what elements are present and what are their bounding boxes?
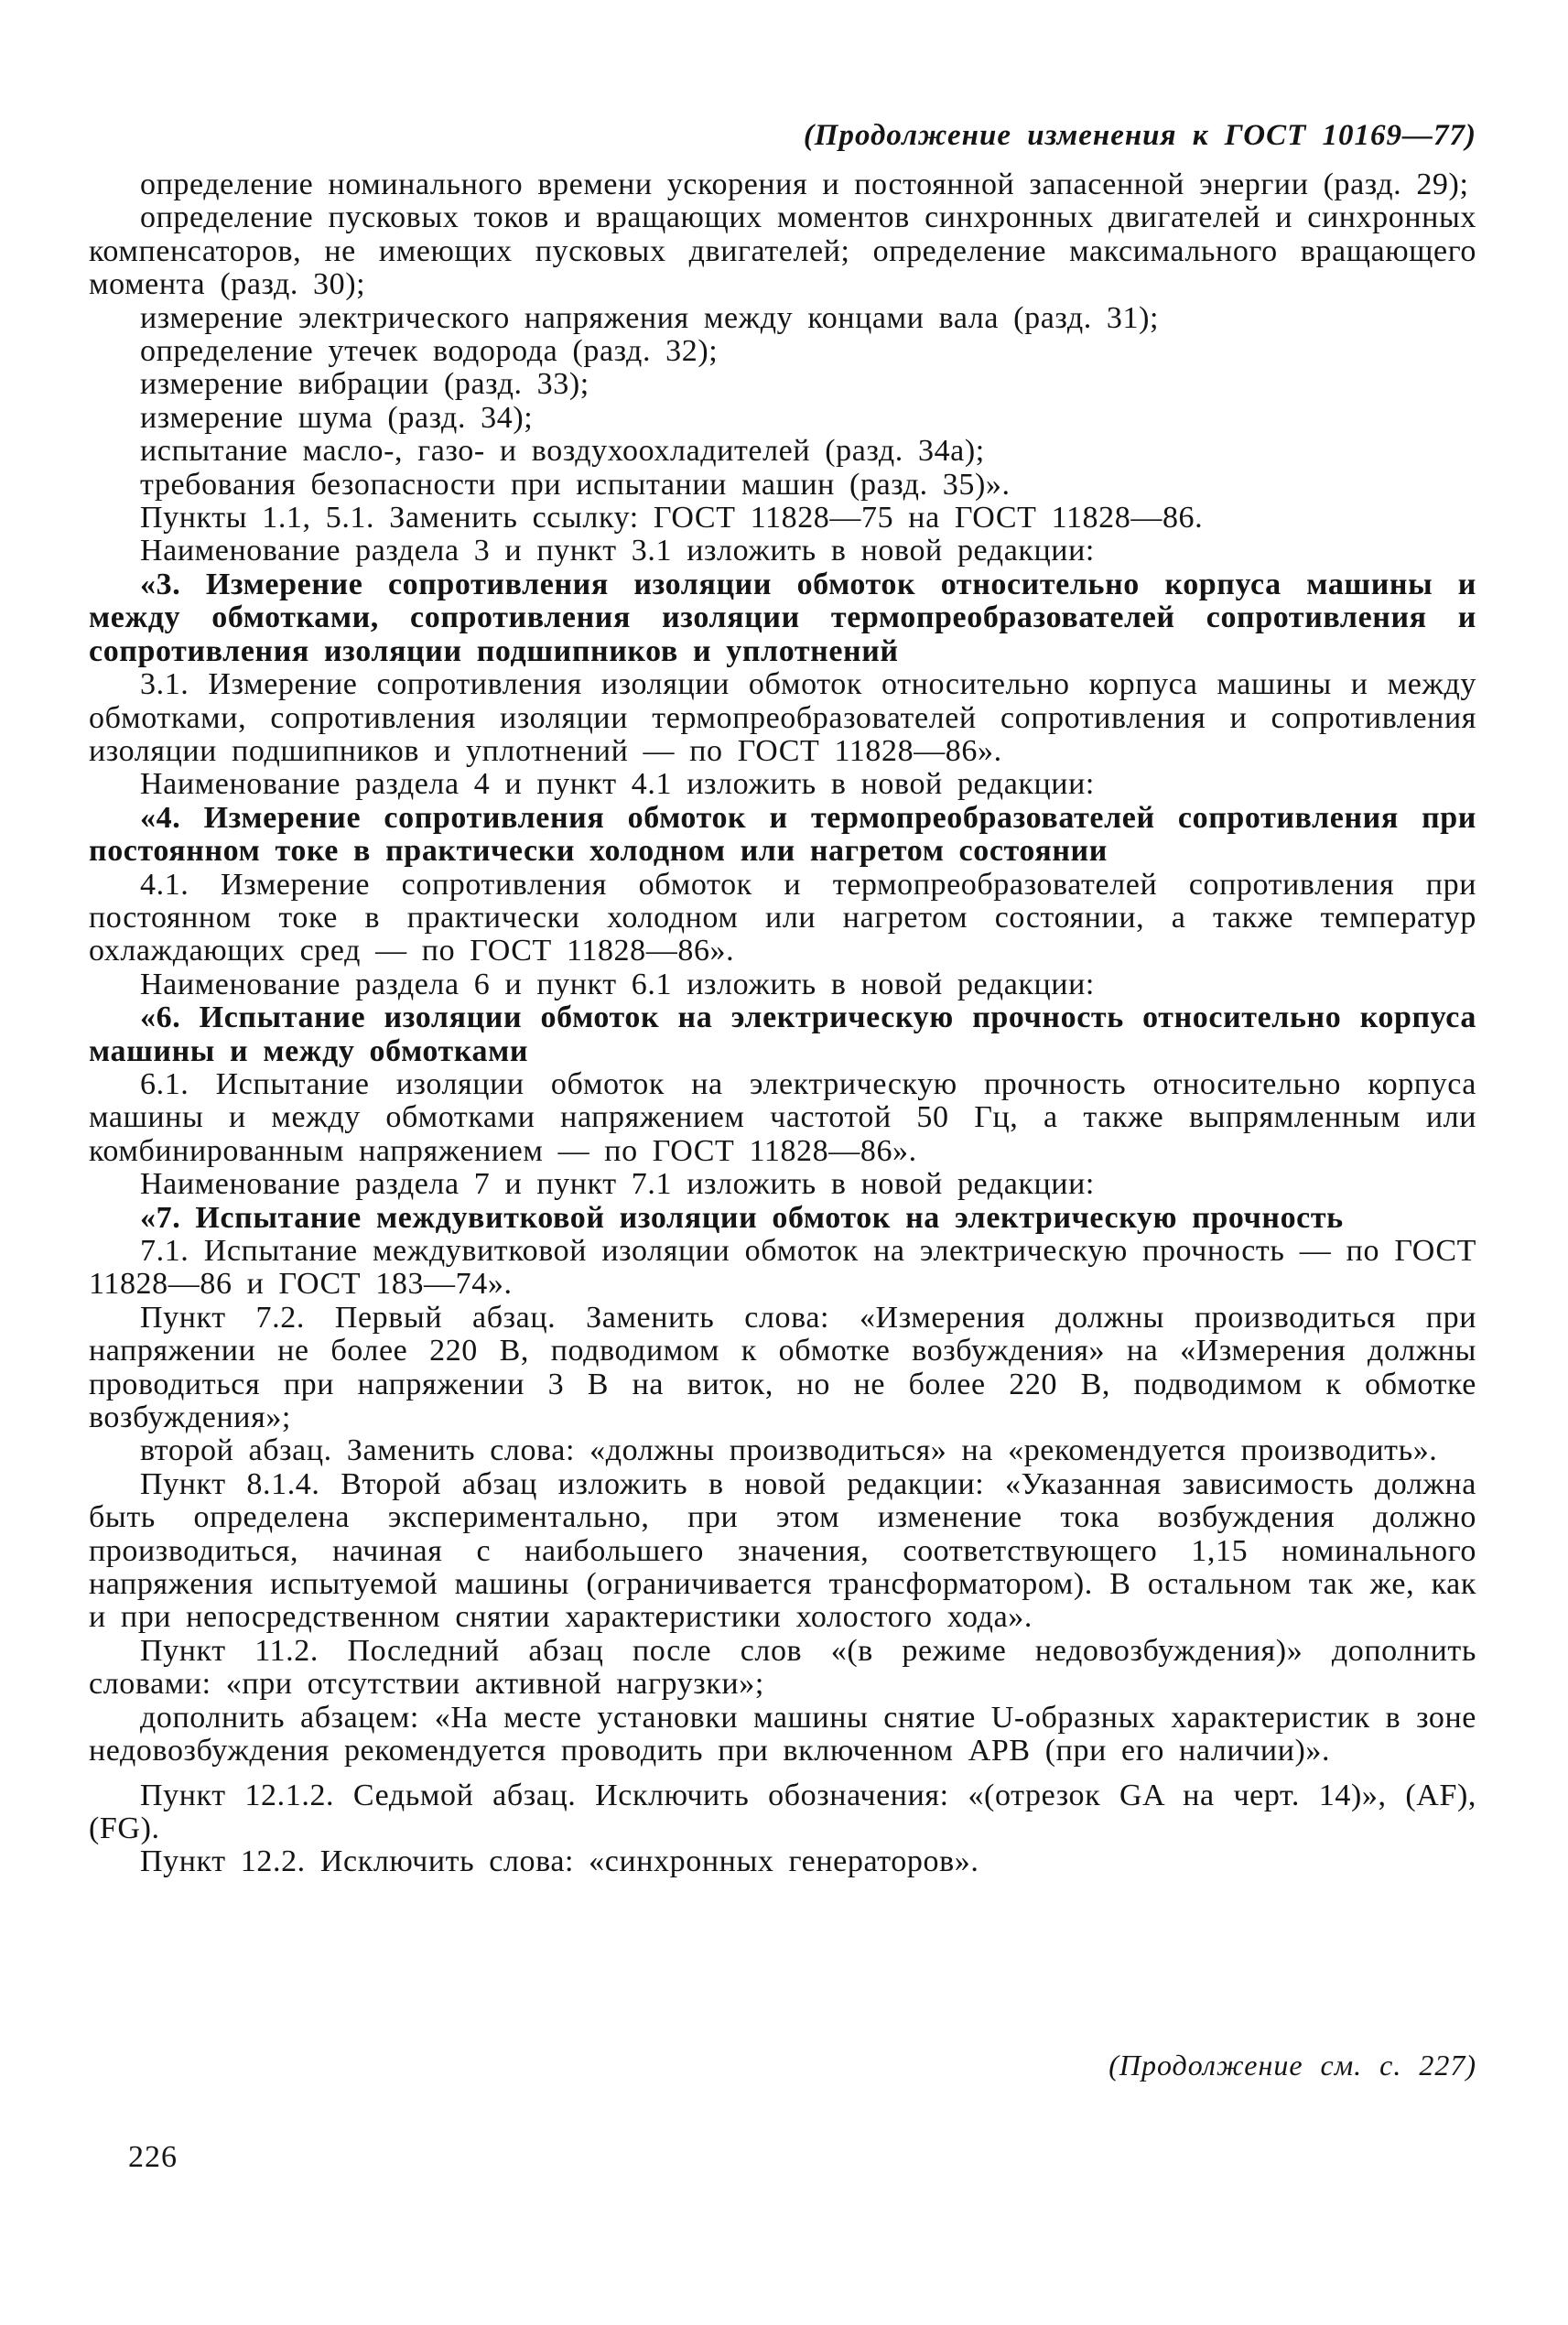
paragraph: Наименование раздела 6 и пункт 6.1 изложить в новой редакции:: [140, 967, 1095, 1001]
paragraph: «3. Измерение сопротивления изоляции обмоток относительно корпуса машины и между обмотками, сопротивления изоляции термопреобразователей сопротивления и сопротивления изоляции подшипников и уплотнений: [89, 567, 1476, 668]
paragraph: Пункт 11.2. Последний абзац после слов «(в режиме недовозбуждения)» дополнить словами: «при отсутствии активной нагрузки»;: [89, 1633, 1476, 1702]
paragraph: требования безопасности при испытании машин (разд. 35)».: [140, 467, 1011, 502]
paragraph: второй абзац. Заменить слова: «должны производиться» на «рекомендуется производить».: [140, 1433, 1438, 1468]
paragraph: Наименование раздела 3 и пункт 3.1 изложить в новой редакции:: [140, 534, 1095, 568]
paragraph: Наименование раздела 7 и пункт 7.1 изложить в новой редакции:: [140, 1167, 1095, 1202]
paragraph: Пункт 12.1.2. Седьмой абзац. Исключить обозначения: «(отрезок GA на черт. 14)», (AF), (FG).: [89, 1778, 1476, 1845]
paragraph: Пункт 8.1.4. Второй абзац изложить в новой редакции: «Указанная зависимость должна быть определена экспериментально, при этом изменение тока возбуждения должно производиться, начиная с наибольшего значения, соответствующего 1,15 номинального напряжения испытуемой машины (ограничивается трансформатором). В остальном так же, как и при непосредственном снятии характеристики холостого хода».: [89, 1466, 1476, 1635]
continuation-footer: (Продолжение см. с. 227): [1108, 2049, 1476, 2082]
paragraph: определение номинального времени ускорения и постоянной запасенной энергии (разд. 29);: [140, 168, 1469, 201]
continuation-header: (Продолжение изменения к ГОСТ 10169—77): [803, 119, 1476, 152]
paragraph: испытание масло-, газо- и воздухоохладителей (разд. 34а);: [140, 434, 985, 469]
paragraph: измерение вибрации (разд. 33);: [140, 367, 589, 402]
paragraph: «4. Измерение сопротивления обмоток и термопреобразователей сопротивления при постоянном токе в практически холодном или нагретом состоянии: [89, 800, 1476, 869]
paragraph: определение пусковых токов и вращающих моментов синхронных двигателей и синхронных компенсаторов, не имеющих пусковых двигателей; определение максимального вращающего момента (разд. 30);: [89, 200, 1476, 302]
paragraph: «6. Испытание изоляции обмоток на электрическую прочность относительно корпуса машины и между обмотками: [89, 1000, 1476, 1068]
paragraph: измерение шума (разд. 34);: [140, 400, 534, 435]
paragraph: «7. Испытание междувитковой изоляции обмоток на электрическую прочность: [140, 1200, 1344, 1235]
paragraph: 6.1. Испытание изоляции обмоток на электрическую прочность относительно корпуса машины и между обмотками напряжением частотой 50 Гц, а также выпрямленным или комбинированным напряжением — по ГОСТ 11828—86».: [89, 1066, 1476, 1168]
page-number: 226: [128, 2140, 178, 2174]
paragraph: 7.1. Испытание междувитковой изоляции обмоток на электрическую прочность — по ГОСТ 11828—86 и ГОСТ 183—74».: [89, 1234, 1476, 1302]
paragraph: 3.1. Измерение сопротивления изоляции обмоток относительно корпуса машины и между обмотками, сопротивления изоляции термопреобразователей сопротивления и сопротивления изоляции подшипников и уплотнений — по ГОСТ 11828—86».: [89, 667, 1476, 768]
paragraph: дополнить абзацем: «На месте установки машины снятие U-образных характеристик в зоне недовозбуждения рекомендуется проводить при включенном АРВ (при его наличии)».: [89, 1700, 1476, 1768]
document-body: [89, 168, 1476, 1879]
paragraph: Пункты 1.1, 5.1. Заменить ссылку: ГОСТ 11828—75 на ГОСТ 11828—86.: [140, 501, 1204, 535]
paragraph: Пункт 12.2. Исключить слова: «синхронных генераторов».: [140, 1844, 979, 1879]
paragraph: Наименование раздела 4 и пункт 4.1 изложить в новой редакции:: [140, 767, 1095, 802]
paragraph: измерение электрического напряжения между концами вала (разд. 31);: [140, 300, 1160, 335]
paragraph: определение утечек водорода (разд. 32);: [140, 334, 719, 369]
paragraph: Пункт 7.2. Первый абзац. Заменить слова: «Измерения должны производиться при напряжении не более 220 В, подводимом к обмотке возбуждения» на «Измерения должны проводиться при напряжении 3 В на виток, но не более 220 В, подводимом к обмотке возбуждения»;: [89, 1300, 1476, 1435]
paragraph: 4.1. Измерение сопротивления обмоток и термопреобразователей сопротивления при постоянном токе в практически холодном или нагретом состоянии, а также температур охлаждающих сред — по ГОСТ 11828—86».: [89, 867, 1476, 968]
